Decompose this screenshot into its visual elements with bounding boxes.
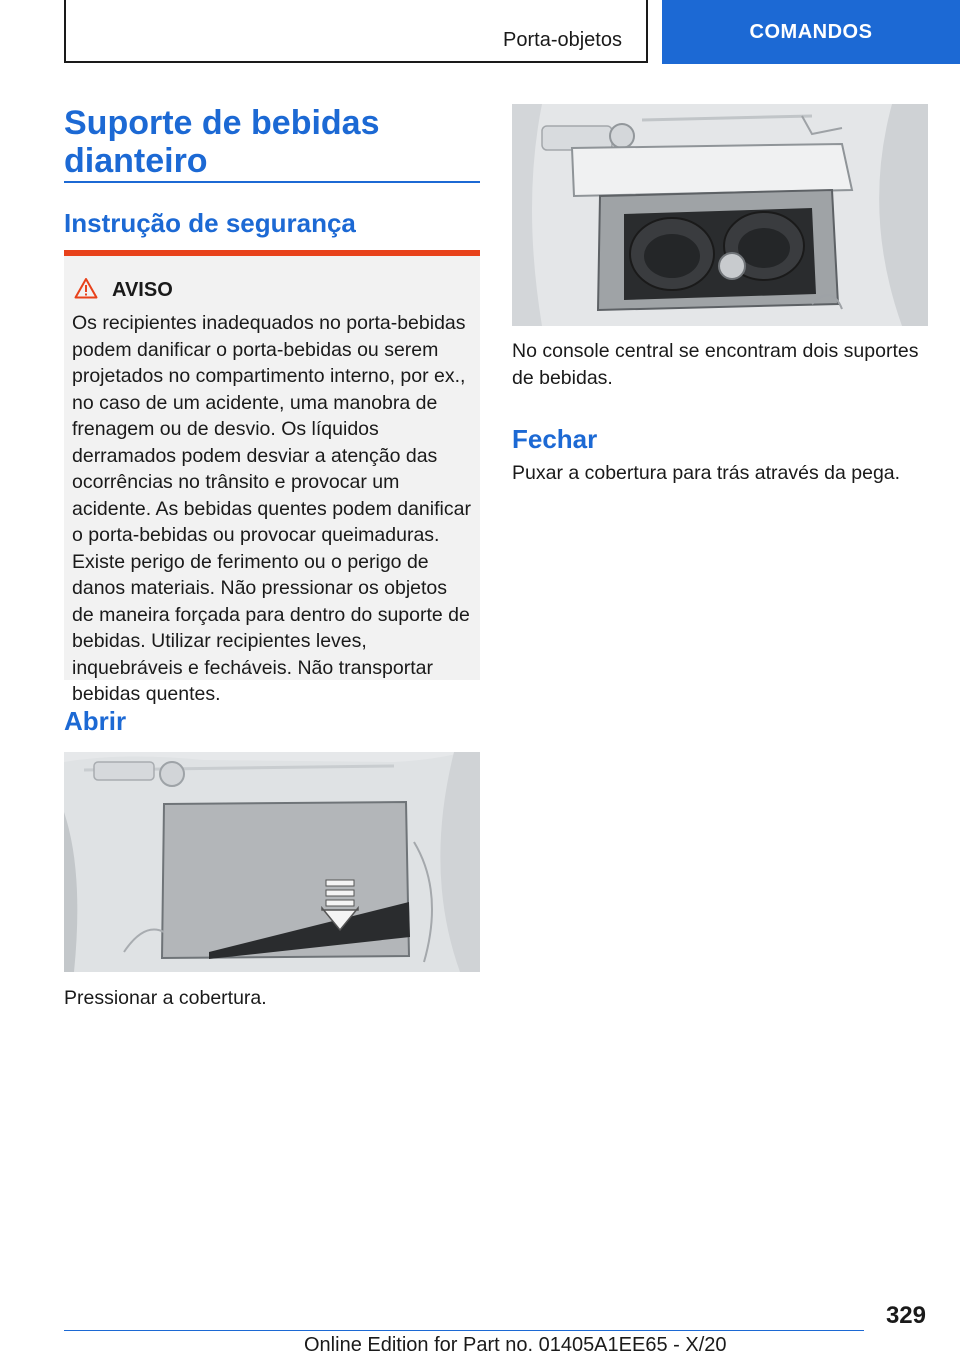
footer-edition: Online Edition for Part no. 01405A1EE65 - X/20 <box>304 1334 727 1356</box>
open-cupholder-image <box>512 104 928 326</box>
title-divider <box>64 181 480 183</box>
closed-cover-image <box>64 752 480 972</box>
header-chapter-label: COMANDOS <box>749 20 873 43</box>
page-title: Suporte de bebidas dianteiro <box>64 104 380 180</box>
footer-divider <box>64 1330 864 1331</box>
header-chapter-tab[interactable] <box>662 0 960 64</box>
safety-heading: Instrução de segurança <box>64 208 356 238</box>
open-caption: Pressionar a cobertura. <box>64 987 267 1009</box>
close-heading: Fechar <box>512 424 598 454</box>
header-section-title: Porta-objetos <box>503 29 622 51</box>
warning-triangle-icon <box>74 277 98 299</box>
page-number: 329 <box>885 1302 926 1329</box>
warning-label: AVISO <box>112 279 173 301</box>
header-section-box <box>64 0 648 63</box>
close-text: Puxar a cobertura para trás através da pega. <box>512 462 901 484</box>
open-heading: Abrir <box>64 706 127 736</box>
warning-text: Os recipientes inadequados no porta-bebidas podem danificar o porta-bebidas ou serem projetados no compartimento interno, por ex., no caso de um acidente, uma manobra de frenagem ou de desvio. Os líquidos derramados podem desviar a atenção das ocorrências no trânsito e provocar um acidente. As bebidas quentes podem danificar o porta-bebidas ou provocar queimaduras. Existe perigo de ferimento ou o perigo de danos materiais. Não pressionar os objetos de maneira forçada para dentro do suporte de bebidas. Utilizar recipientes leves, inquebráveis e fecháveis. Não transportar bebidas quentes. <box>72 312 471 705</box>
cupholder-caption: No console central se encontram dois suportes de bebidas. <box>512 340 919 389</box>
